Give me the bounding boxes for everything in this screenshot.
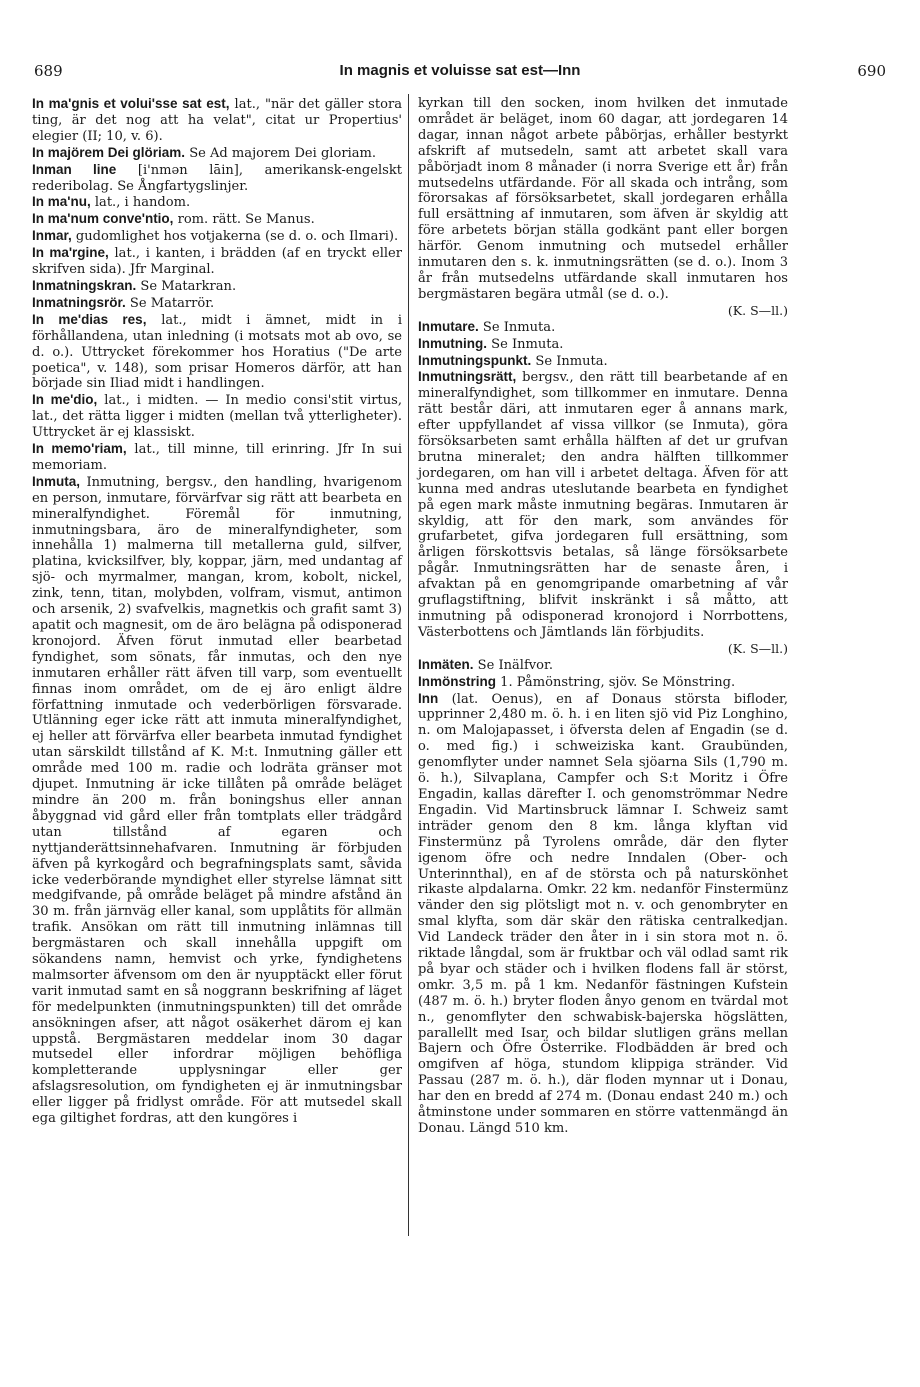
entry-headword: In ma'num conve'ntio,	[32, 211, 174, 227]
entry-headword: In memo'riam,	[32, 441, 127, 457]
entry-text: Se Ad majorem Dei gloriam.	[185, 145, 377, 161]
entry-headword: Inmatningsrör.	[32, 294, 126, 310]
entry-text: lat., midt i ämnet, midt in i förhållandena, utan inledning (i motsats mot ab ovo, se d. o.). Uttrycket förekommer hos Horatius ("De arte poetica", v. 148), som prisar Homeros därför, att han började sin Iliad midt i handlingen.	[32, 312, 402, 392]
entry	[32, 145, 402, 162]
author-signature: (K. S—ll.)	[727, 640, 788, 656]
entry	[418, 657, 788, 674]
entry-text: bergsv., den rätt till bearbetande af en mineralfyndighet, som tillkommer en inmutare. Denna rätt består däri, att inmutaren eger å annans mark, efter uppfyllandet af vissa villkor (se Inmuta), göra försöksarbeten samt erhålla hälften af det ur grufvan brutna mineralet; den andra hälften tillkommer jordegaren, om han vill i arbetet deltaga. Äfven för att kunna med andras uteslutande bearbeta en fyndighet på egen mark måste inmutning begäras. Inmutaren är skyldig, att för den mark, som användes för grufarbetet, gifva jordegaren full ersättning, som årligen förskottsvis betalas, så länge försöksarbete pågår. Inmutningsrätten har de senaste åren, i afvaktan på en genomgripande omarbetning af vår gruflagstiftning, blifvit inskränkt i så måtto, att inmutning på odisponerad kronojord i Norrbottens, Västerbottens och Jämtlands län förbjudits.	[418, 370, 788, 640]
entry-text: Se Inmuta.	[531, 353, 608, 369]
page-number-right: 690	[857, 62, 886, 80]
author-signature: (K. S—ll.)	[727, 302, 788, 318]
entry-headword: In me'dio,	[32, 392, 98, 408]
entry-text: Se Inmuta.	[478, 319, 556, 335]
entry	[32, 295, 402, 312]
entry	[418, 369, 788, 656]
entry-headword: Inmar,	[32, 228, 72, 244]
entry-headword: Inmatningskran.	[32, 277, 137, 293]
entry-text: lat., i midten. — In medio consi'stit virtus, lat., det rätta ligger i midten (mellan två ytterligheter). Uttrycket är ej klassiskt.	[32, 393, 403, 441]
entry-headword: Inmutningsrätt,	[418, 369, 517, 385]
entry-text: [i'nmən lāin], amerikansk-engelskt rederibolag. Se Ångfartygslinjer.	[32, 162, 402, 194]
entry	[418, 353, 788, 370]
running-title: In magnis et voluisse sat est—Inn	[339, 62, 581, 79]
entry-text: Se Inmuta.	[486, 336, 564, 352]
entry-headword: In majörem Dei glöriam.	[32, 144, 186, 160]
entry-headword: Inmutningspunkt.	[418, 352, 532, 368]
entry-text: Se Inälfvor.	[473, 657, 553, 673]
entry-text: lat., i kanten, i brädden (af en tryckt eller skrifven sida). Jfr Marginal.	[32, 246, 402, 278]
entry	[32, 392, 402, 441]
column-divider	[408, 94, 409, 1236]
entry	[418, 691, 788, 1137]
entry-headword: Inmuta,	[32, 473, 81, 489]
left-column	[32, 96, 402, 1127]
entry-headword: In ma'nu,	[32, 194, 91, 210]
entry-text: lat., "när det gäller stora ting, är det nog att ha velat", citat ur Propertius' elegier (II; 10, v. 6).	[32, 97, 402, 144]
entry-headword: Inmönstring	[418, 673, 496, 689]
entry	[32, 245, 402, 278]
entry-text: gudomlighet hos votjakerna (se d. o. och Ilmari).	[71, 229, 399, 245]
entry-text: (lat. Oenus), en af Donaus största bifloder, upprinner 2,480 m. ö. h. i en liten sjö vid Piz Longhino, n. om Malojapasset, i öfversta delen af Engadin (se d. o. med fig.) i schweiziska kant. Graubünden, genomflyter under namnet Sela sjöarna Sils (1,790 m. ö. h.), Silvaplana, Campfer och S:t Moritz i Öfre Engadin, kallas därefter I. och genomströmmar Nedre Engadin. Vid Martinsbruck lämnar I. Schweiz samt inträder genom den 8 km. långa klyftan vid Finstermünz på Tyrolens område, där den flyter igenom öfre och nedre Inndalen (Ober- och Unterinnthal), en af de största och på naturskönhet rikaste alpdalarna. Omkr. 22 km. nedanför Finstermünz vänder den sig plötsligt mot n. v. och genombryter en smal klyfta, som där skär den rätiska centralkedjan. Vid Landeck träder den åter in i sin stora mot n. ö. riktade långdal, som är fruktbar och väl odlad samt rik på byar och städer och i hvilken flodens fall är störst, omkr. 3,5 m. på 1 km. Nedanför fästningen Kufstein (487 m. ö. h.) bryter floden ånyo genom en tvärdal mot n., genomflyter den schwabisk-bajerska högslätten, parallellt med Isar, och bildar slutligen gräns mellan Bajern och Öfre Österrike. Flodbädden är bred och omgifven af höga, stundom klippiga stränder. Vid Passau (287 m. ö. h.), där floden mynnar ut i Donau, har den en bredd af 274 m. (Donau endast 240 m.) och åtminstone under sommaren en större vattenmängd än Donau. Längd 510 km.	[418, 691, 788, 1136]
entry-headword: Inmutning.	[418, 335, 487, 351]
entry-headword: In me'dias res,	[32, 311, 147, 327]
entry-headword: In ma'rgine,	[32, 245, 109, 261]
entry-text: lat., till minne, till erinring. Jfr In sui memoriam.	[32, 442, 402, 473]
entry	[418, 336, 788, 353]
entry-headword: Inn	[418, 690, 439, 706]
entry	[32, 96, 402, 145]
entry	[32, 278, 402, 295]
entry	[32, 211, 402, 228]
page-number-left: 689	[34, 62, 63, 80]
entry-text: Se Matarkran.	[136, 278, 237, 294]
entry-text: Se Matarrör.	[125, 295, 215, 311]
entry-text: 1. Påmönstring, sjöv. Se Mönstring.	[496, 674, 736, 690]
entry-text: kyrkan till den socken, inom hvilken det inmutade området är beläget, inom 60 dagar, att jordegaren 14 dagar, innan något arbete påbörjas, erhåller bestyrkt afskrift af mutsedeln, samt att arbetet skall vara påbörjadt inom 8 månader (i norra Sverige ett år) från mutsedelns utfärdande. För all skada och intrång, som förorsakas af försöksarbetet, skall jordegaren erhålla full ersättning af inmutaren, som äfven är skyldig att före arbetets början ställa godkänt pant eller borgen härför. Genom inmutning och mutsedel erhåller inmutaren den s. k. inmutningsrätten (se d. o.). Inom 3 år från mutsedelns utfärdande skall inmutaren hos bergmästaren begära utmål (se d. o.).	[418, 96, 788, 302]
entry-headword: Inmutare.	[418, 318, 479, 334]
entry	[32, 162, 402, 195]
entry	[418, 674, 788, 691]
entry-headword: Inmäten.	[418, 656, 474, 672]
entry	[32, 194, 402, 211]
entry-headword: In ma'gnis et volui'sse sat est,	[32, 96, 230, 111]
entry	[418, 319, 788, 336]
page-header	[34, 62, 886, 84]
entry	[32, 312, 402, 393]
entry-headword: Inman line	[32, 161, 117, 177]
entry-text: lat., i handom.	[90, 195, 191, 211]
right-column	[418, 96, 788, 1137]
entry	[32, 441, 402, 474]
entry	[32, 474, 402, 1127]
entry	[32, 228, 402, 245]
entry	[418, 96, 788, 319]
entry-text: Inmutning, bergsv., den handling, hvarigenom en person, inmutare, förvärfvar sig rätt att bearbeta en mineralfyndighet. Föremål för inmutning, inmutningsbara, äro de mineralfyndigheter, som innehålla 1) malmerna till metallerna guld, silfver, platina, kvicksilfver, bly, koppar, järn, med undantag af sjö- och myrmalmer, mangan, krom, kobolt, nickel, zink, tenn, titan, molybden, volfram, vismut, antimon och arsenik, 2) svafvelkis, magnetkis och grafit samt 3) apatit och magnesit, om de äro belägna på odisponerad kronojord. Äfven förut inmutad eller bearbetad fyndighet, som sönats, får inmutas, och den nye inmutaren erhåller rätt äfven till varp, som eventuellt finnas inom området, om de ej äro enligt äldre författning inmutade och vederbörligen försvarade. Utlänning eger icke rätt att inmuta mineralfyndighet, ej heller att förvärfva eller bearbeta inmutad fyndighet utan särskildt tillstånd af K. M:t. Inmutning gäller ett område med 100 m. radie och lodräta gränser mot djupet. Inmutning är icke tillåten på område beläget mindre än 200 m. från boningshus eller annan åbyggnad vid gård eller från tomtplats eller trädgård utan tillstånd af egaren och nyttjanderättsinnehafvaren. Inmutning är förbjuden äfven på kyrkogård och begrafningsplats samt, såvida icke vederbörande myndighet eller styrelse lämnat sitt medgifvande, på område beläget på mindre afstånd än 30 m. från järnväg eller kanal, som upplåtits för allmän trafik. Ansökan om rätt till inmutning inlämnas till bergmästaren och skall innehålla uppgift om sökandens namn, hemvist och yrke, fyndighetens malmsorter äfvensom om den är nyupptäckt eller förut varit inmutad samt en så noggrann beskrifning af läget för medelpunkten (inmutningspunkten) till det område ansökningen afser, att något osäkerhet därom ej kan uppstå. Bergmästaren meddelar inom 30 dagar mutsedel eller infordrar möjligen behöfliga kompletterande upplysningar eller ger afslagsresolution, om fyndigheten ej är inmutningsbar eller ligger på fridlyst område. För att mutsedel skall ega giltighet fordras, att den kungöres i	[32, 474, 402, 1127]
entry-text: rom. rätt. Se Manus.	[173, 212, 315, 228]
